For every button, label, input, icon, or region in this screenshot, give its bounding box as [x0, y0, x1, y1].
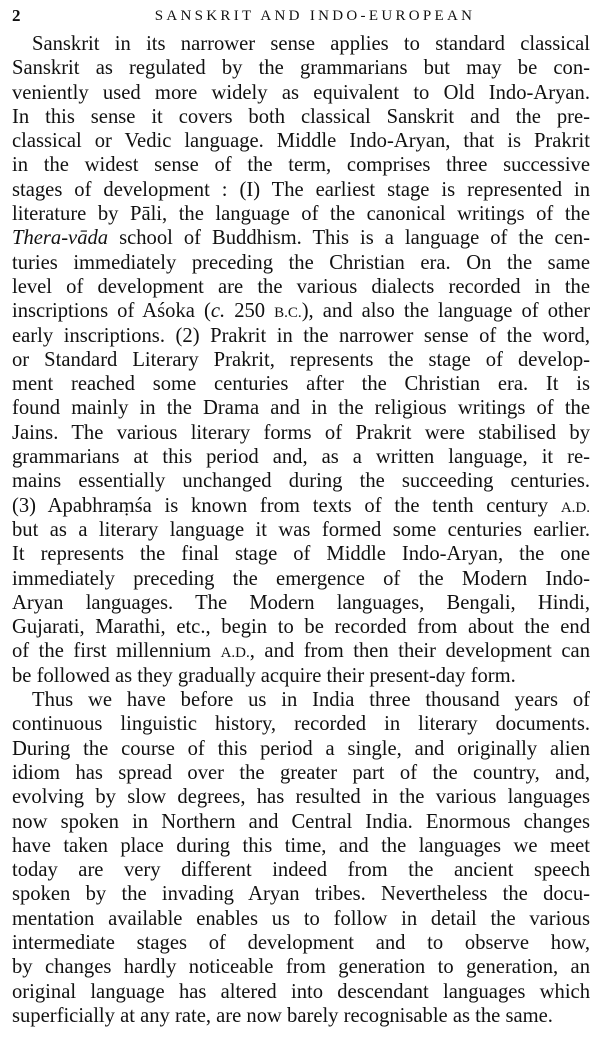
text-line: [12, 615, 590, 639]
text-line: [12, 494, 590, 518]
text-line-content: of the first millennium A.D., and from then their development can: [12, 640, 590, 663]
text-line: [12, 32, 590, 56]
text-line: [12, 639, 590, 663]
text-line: [12, 518, 590, 542]
text-line: [12, 785, 590, 809]
text-line: [12, 421, 590, 445]
body-text: [12, 32, 590, 1028]
text-line: [12, 226, 590, 250]
text-line-content: Aryan languages. The Modern languages, Bengali, Hindi,: [12, 591, 590, 614]
text-line: [12, 810, 590, 834]
text-line: [12, 275, 590, 299]
text-line: [12, 761, 590, 785]
text-line: [12, 591, 590, 615]
text-line: [12, 664, 590, 688]
text-line-content: (3) Apabhraṃśa is known from texts of the tenth century A.D.: [12, 494, 590, 517]
text-line: [12, 1004, 590, 1028]
text-line: [12, 858, 590, 882]
text-line-content: inscriptions of Aśoka (c. 250 B.C.), and also the language of other: [12, 300, 591, 323]
text-line: [12, 712, 590, 736]
text-line: [12, 907, 590, 931]
text-line: [12, 882, 590, 906]
text-line-content: have taken place during this time, and the languages we meet: [12, 834, 590, 857]
text-line-content: be followed as they gradually acquire their present-day form.: [12, 664, 516, 687]
text-line: [12, 105, 590, 129]
text-line: [12, 396, 590, 420]
text-line: [12, 372, 590, 396]
text-line-content: mentation available enables us to follow in detail the various: [12, 907, 590, 930]
text-line-content: idiom has spread over the greater part of the country, and,: [12, 761, 590, 784]
text-line: [12, 129, 590, 153]
text-line-content: Thera-vāda school of Buddhism. This is a language of the cen-: [12, 227, 590, 250]
text-line-content: now spoken in Northern and Central India. Enormous changes: [12, 810, 590, 833]
text-line-content: During the course of this period a single, and originally alien: [12, 737, 590, 760]
text-line: [12, 81, 590, 105]
text-line-content: superficially at any rate, are now barely recognisable as the same.: [12, 1004, 553, 1027]
text-line: [12, 153, 590, 177]
text-line: [12, 202, 590, 226]
text-line-content: Jains. The various literary forms of Prakrit were stabilised by: [12, 421, 590, 444]
text-line: [12, 834, 590, 858]
text-line-content: early inscriptions. (2) Prakrit in the narrower sense of the word,: [12, 324, 590, 347]
running-header: [10, 4, 590, 28]
text-line: [12, 980, 590, 1004]
text-line-content: today are very different indeed from the ancient speech: [12, 859, 590, 882]
text-line-content: level of development are the various dialects recorded in the: [12, 275, 590, 298]
text-line-content: It represents the final stage of Middle Indo-Aryan, the one: [12, 543, 590, 566]
text-line-content: Sanskrit as regulated by the grammarians but may be con-: [12, 57, 590, 80]
text-line: [12, 324, 590, 348]
text-line-content: evolving by slow degrees, has resulted in the various languages: [12, 786, 590, 809]
text-line-content: by changes hardly noticeable from generation to generation, an: [12, 956, 590, 979]
text-line-content: veniently used more widely as equivalent to Old Indo-Aryan.: [12, 81, 590, 104]
text-line-content: classical or Vedic language. Middle Indo-Aryan, that is Prakrit: [12, 130, 590, 153]
text-line: [12, 955, 590, 979]
text-line: [12, 469, 590, 493]
text-line-content: Gujarati, Marathi, etc., begin to be recorded from about the end: [12, 616, 590, 639]
text-line: [12, 542, 590, 566]
text-line: [12, 178, 590, 202]
text-line-content: but as a literary language it was formed some centuries earlier.: [12, 518, 590, 541]
running-head-title: SANSKRIT AND INDO-EUROPEAN: [154, 8, 476, 24]
text-line: [12, 56, 590, 80]
text-line-content: in the widest sense of the term, comprises three successive: [12, 154, 590, 177]
page-number: 2: [12, 6, 21, 25]
text-line-content: literature by Pāli, the language of the canonical writings of the: [12, 203, 590, 226]
text-line-content: spoken by the invading Aryan tribes. Nevertheless the docu-: [12, 883, 590, 906]
text-line: [12, 299, 590, 323]
text-line: [12, 445, 590, 469]
text-line: [12, 567, 590, 591]
text-line: [12, 251, 590, 275]
text-line-content: grammarians at this period and, as a written language, it re-: [12, 446, 590, 469]
text-line: [12, 737, 590, 761]
text-line-content: turies immediately preceding the Christian era. On the same: [12, 251, 590, 274]
text-line-content: or Standard Literary Prakrit, represents the stage of develop-: [12, 348, 590, 371]
text-line: [12, 931, 590, 955]
text-line-content: found mainly in the Drama and in the religious writings of the: [12, 397, 590, 420]
text-line-content: ment reached some centuries after the Christian era. It is: [12, 373, 590, 396]
text-line-content: immediately preceding the emergence of the Modern Indo-: [12, 567, 590, 590]
text-line-content: In this sense it covers both classical Sanskrit and the pre-: [12, 105, 590, 128]
text-line-content: Sanskrit in its narrower sense applies to standard classical: [32, 33, 590, 55]
text-line-content: continuous linguistic history, recorded in literary documents.: [12, 713, 590, 736]
text-line-content: mains essentially unchanged during the succeeding centuries.: [12, 470, 590, 493]
text-line: [12, 688, 590, 712]
text-line: [12, 348, 590, 372]
text-line-content: original language has altered into descendant languages which: [12, 980, 590, 1003]
text-line-content: Thus we have before us in India three thousand years of: [32, 689, 590, 712]
text-line-content: stages of development : (I) The earliest stage is represented in: [12, 178, 590, 201]
text-line-content: intermediate stages of development and to observe how,: [12, 931, 590, 954]
